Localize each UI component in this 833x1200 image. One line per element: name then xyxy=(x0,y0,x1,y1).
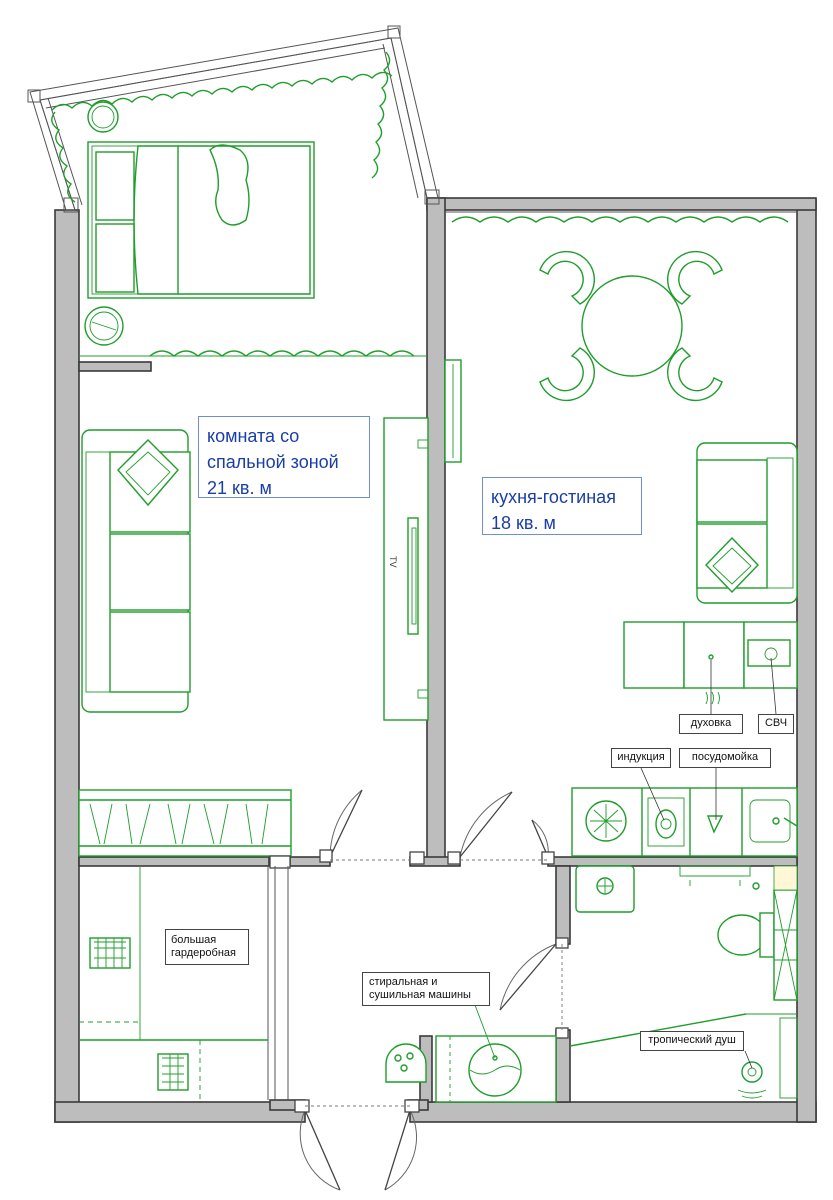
bedroom-label: комната со спальной зоной 21 кв. м xyxy=(198,416,370,498)
tropical-shower-callout: тропический душ xyxy=(640,1031,744,1051)
kitchen-curtain xyxy=(445,212,797,222)
wardrobe-room xyxy=(79,866,288,1102)
microwave-callout: СВЧ xyxy=(758,714,794,734)
sofa-kitchen xyxy=(697,443,797,603)
bathroom xyxy=(570,866,797,1098)
wall-panel xyxy=(445,360,461,462)
sofa-bedroom xyxy=(82,430,190,712)
nightstand-stool xyxy=(79,307,427,356)
kitchen-cabinets-top xyxy=(624,622,797,704)
tv-label: TV xyxy=(388,556,398,568)
bed xyxy=(88,142,314,298)
dining-table xyxy=(540,252,722,401)
washer-dryer-callout: стиральная и сушильная машины xyxy=(362,972,490,1006)
wardrobe-label: большая гардеробная xyxy=(165,929,249,965)
oven-callout: духовка xyxy=(679,714,743,734)
kitchen-counter xyxy=(572,788,797,856)
bedroom-closet xyxy=(79,790,291,856)
dishwasher-callout: посудомойка xyxy=(679,748,771,768)
induction-callout: индукция xyxy=(611,748,671,768)
laundry xyxy=(386,1005,556,1102)
tv-unit xyxy=(384,418,428,720)
kitchen-label: кухня-гостиная 18 кв. м xyxy=(482,477,642,535)
